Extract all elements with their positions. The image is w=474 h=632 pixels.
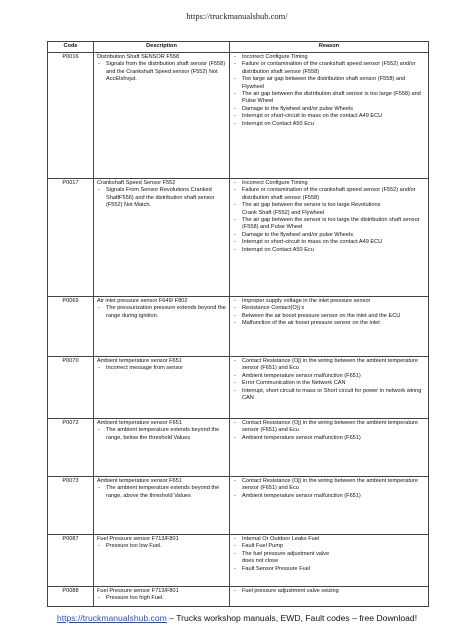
table-row: [48, 535, 429, 587]
reason-item: - Internal Or Outdoor Leaks Fuel: [233, 536, 425, 543]
fault-code: P0069: [48, 297, 94, 357]
reason-item: - Ambient temperature sensor malfunction (F651): [233, 493, 425, 500]
reason-item: - Damage to the flywheel and/or pulse Wheels: [233, 106, 425, 113]
footer-link[interactable]: https://truckmanualshub.com: [56, 613, 167, 623]
fault-code: P0017: [48, 179, 94, 297]
reason-item: - Resistance Contact(O)j х: [233, 305, 425, 312]
reason-item: - Incorrect Configure Timing: [233, 54, 425, 61]
table-row: [48, 587, 429, 607]
reason-item: - Too large air gap between the distribution shaft sensor (F558) and Flywheel: [233, 76, 425, 91]
reason-item: - Damage to the flywheel and/or pulse Wheels: [233, 232, 425, 239]
reason-cell: [230, 535, 429, 587]
reason-cell: [230, 419, 429, 477]
fault-code: P0016: [48, 53, 94, 179]
description-title: Air inlet pressure sensor F649/ F802: [97, 298, 188, 304]
description-cell: [94, 357, 230, 419]
reason-item: - Between the air boost pressure sensor on the inlet and the ECU: [233, 313, 425, 320]
description-detail: - The ambient temperature extends beyond the range, below the threshold Values: [97, 427, 226, 442]
reason-item: - Failure or contamination of the crankshaft speed sensor (F552) and/or distribution shaft sensor (F558): [233, 187, 425, 202]
reason-item: - Ambient temperature sensor malfunction (F651): [233, 435, 425, 442]
description-title: Distribution Shaft SENSOR F558: [97, 54, 180, 60]
reason-list: [233, 54, 425, 128]
description-title: Ambient temperature sensor F651: [97, 478, 182, 484]
description-detail-list: [97, 365, 226, 372]
reason-item: - Improper supply voltage in the inlet pressure sensor: [233, 298, 425, 305]
description-title: Fuel Pressure sensor F713/F801: [97, 588, 179, 594]
description-detail: - The ambient temperature extends beyond the range, above the threshold Values: [97, 485, 226, 500]
reason-item: - Failure or contamination of the crankshaft speed sensor (F552) and/or distribution shaft sensor (F558): [233, 61, 425, 76]
reason-item: - Fault Fuel Pump: [233, 543, 425, 550]
description-detail: - Signals From Sensor Revolutions Cranked ShaftF556) and the distribution shaft sensor (F552) Not Match.: [97, 187, 226, 209]
description-detail: - Pressure too high Fuel.: [97, 595, 226, 602]
reason-item: - Interrupt or short-circuit to mass on the contact A49 ECU: [233, 239, 425, 246]
table-header-row: [48, 42, 429, 53]
description-detail: - Incorrect message from sensor: [97, 365, 226, 372]
description-cell: [94, 297, 230, 357]
fault-code: P0087: [48, 535, 94, 587]
reason-list: [233, 358, 425, 402]
page-footer: [0, 613, 474, 623]
reason-list: [233, 478, 425, 500]
description-detail: - Pressure too low Fuel.: [97, 543, 226, 550]
fault-code: P0073: [48, 477, 94, 535]
reason-item: - The fuel pressure adjustment valve: [233, 551, 425, 558]
description-detail-list: [97, 427, 226, 442]
reason-list: [233, 536, 425, 573]
description-detail-list: [97, 543, 226, 550]
table-row: [48, 477, 429, 535]
table-row: [48, 53, 429, 179]
reason-cell: [230, 477, 429, 535]
reason-item: - Interrupt on Contact A50 Ecu: [233, 247, 425, 254]
table-row: [48, 179, 429, 297]
reason-item: - The air gap between the distribution shaft sensor is too large (F558) and Pulse Wheel: [233, 91, 425, 106]
column-header-reason: Reason: [230, 42, 429, 53]
reason-item: - Contact Resistance (Oj) in the wiring between the ambient temperature sensor (F651) and Ecu: [233, 478, 425, 493]
reason-list: [233, 298, 425, 328]
reason-item: - Malfunction of the air boost pressure sensor on the inlet: [233, 320, 425, 327]
table-row: [48, 419, 429, 477]
reason-item: Crank Shaft (F552) and Flywheel: [242, 209, 325, 216]
page-header-url: https://truckmanualshub.com/: [186, 11, 288, 21]
description-detail-list: [97, 305, 226, 320]
reason-item: - Fuel pressure adjustment valve seizing: [233, 588, 425, 595]
description-detail-list: [97, 187, 226, 209]
reason-item: - Incorrect Configure Timing: [233, 180, 425, 187]
fault-code: P0088: [48, 587, 94, 607]
description-title: Ambient temperature sensor F651: [97, 420, 182, 426]
table-row: [48, 297, 429, 357]
description-cell: [94, 179, 230, 297]
footer-tail-text: – Trucks workshop manuals, EWD, Fault codes – free Download!: [166, 613, 418, 623]
description-title: Ambient temperature sensor F651: [97, 358, 182, 364]
reason-item: - Fault Sensor Pressure Fuel: [233, 566, 425, 573]
reason-item: - Contact Resistance (Oj) in the wiring between the ambient temperature sensor (F651) and Ecu: [233, 358, 425, 373]
fault-code: P0072: [48, 419, 94, 477]
reason-cell: [230, 53, 429, 179]
reason-list: [233, 588, 425, 595]
reason-item: - Interrupt, short circuit to mass or Short circuit for power in network wiring CAN: [233, 388, 425, 403]
description-cell: [94, 53, 230, 179]
column-header-description: Description: [94, 42, 230, 53]
fault-code: P0070: [48, 357, 94, 419]
description-cell: [94, 477, 230, 535]
description-detail-list: [97, 595, 226, 602]
table-row: [48, 357, 429, 419]
reason-item: - The air gap between the sensor is too large the distribution shaft sensor (F558) and Pulse Wheel: [233, 217, 425, 232]
reason-cell: [230, 179, 429, 297]
reason-item: does not close: [242, 558, 279, 565]
column-header-code: Code: [48, 42, 94, 53]
description-cell: [94, 419, 230, 477]
reason-item: - Ambient temperature sensor malfunction (F651): [233, 373, 425, 380]
reason-cell: [230, 297, 429, 357]
fault-code-table: [47, 41, 429, 607]
reason-list: [233, 180, 425, 254]
description-detail: - The pressurization pressure extends beyond the range during ignition.: [97, 305, 226, 320]
reason-item: - Interrupt or short-circuit to mass on the contact A49 ECU: [233, 113, 425, 120]
reason-cell: [230, 357, 429, 419]
description-title: Crankshaft Speed Sensor F552: [97, 180, 176, 186]
reason-item: - The air gap between the sensor is too large Revolutions: [233, 202, 425, 209]
description-cell: [94, 535, 230, 587]
reason-item: - Error Communication in the Network CAN: [233, 380, 425, 387]
description-detail-list: [97, 61, 226, 83]
reason-item: - Contact Resistance (Oj) in the wiring between the ambient temperature sensor (F651) and Ecu: [233, 420, 425, 435]
reason-list: [233, 420, 425, 442]
description-title: Fuel Pressure sensor F713/F801: [97, 536, 179, 542]
reason-item: - Interrupt on Contact A50 Ecu: [233, 121, 425, 128]
description-detail-list: [97, 485, 226, 500]
reason-cell: [230, 587, 429, 607]
description-cell: [94, 587, 230, 607]
description-detail: - Signals from the distribution shaft sensor (F558) and the Crankshaft Speed sensor (F552) Not AccEtshvjut.: [97, 61, 226, 83]
